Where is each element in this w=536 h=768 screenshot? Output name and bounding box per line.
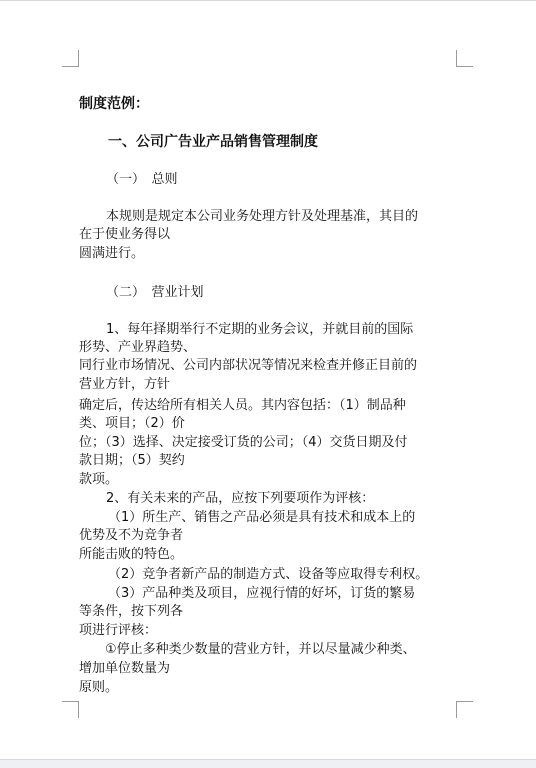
body-line: 1、每年择期举行不定期的业务会议，并就目前的国际 [106,322,414,337]
body-line: （3）产品种类及项目，应视行情的好坏，订货的繁易 [108,586,416,601]
body-line: 确定后，传达给所有相关人员。其内容包括：（1）制品种 [79,398,406,413]
margin-corner-bottom-right [456,701,473,718]
body-line: 本规则是规定本公司业务处理方针及处理基准，其目的 [106,209,419,224]
body-line: 类、项目；（2）价 [79,416,185,431]
body-line: 原则。 [79,680,119,695]
body-line: 款项。 [79,472,119,487]
body-line: 优势及不为竞争者 [79,528,184,543]
body-line: 圆满进行。 [79,246,145,261]
body-line: ①停止多种类少数量的营业方针，并以尽量减少种类、 [105,642,416,657]
body-line: （1）所生产、销售之产品必须是具有技术和成本上的 [108,510,416,525]
body-line: 在于使业务得以 [79,227,171,242]
margin-corner-top-right [456,50,473,67]
section-title: 一、公司广告业产品销售管理制度 [108,134,318,150]
document-label: 制度范例： [79,96,149,112]
body-line: 形势、产业界趋势、 [79,340,197,355]
body-line: 营业方针，方针 [79,377,171,392]
body-line: 项进行评核： [79,623,158,638]
subsection-heading-general: （一） 总则 [106,172,178,187]
subsection-heading-plan: （二） 营业计划 [106,285,204,300]
body-line: 所能击败的特色。 [79,547,184,562]
body-line: （2）竞争者新产品的制造方式、设备等应取得专利权。 [108,567,429,582]
margin-corner-top-left [62,50,79,67]
body-line: 同行业市场情况、公司内部状况等情况来检查并修正目前的 [79,358,418,373]
margin-corner-bottom-left [62,701,79,718]
body-line: 位；（3）选择、决定接受订货的公司；（4）交货日期及付 [79,435,408,450]
top-divider [0,0,536,1]
body-line: 增加单位数量为 [79,661,171,676]
body-line: 款日期；（5）契约 [79,453,185,468]
body-line: 2、有关未来的产品，应按下列要项作为评核： [106,491,375,506]
body-line: 等条件，按下列各 [79,604,184,619]
